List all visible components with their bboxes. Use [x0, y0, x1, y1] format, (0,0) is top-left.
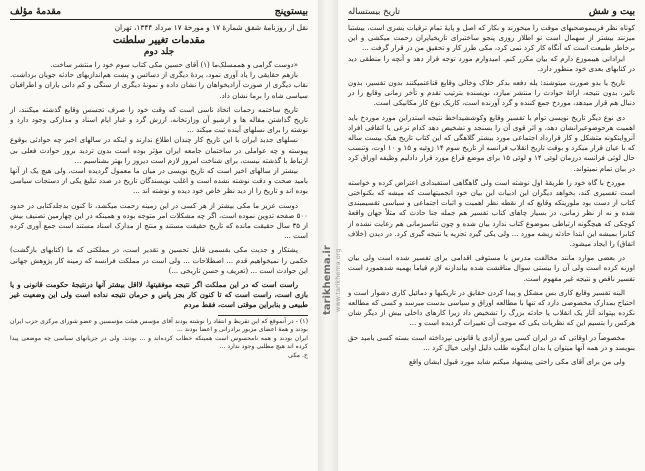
paragraph: راست است که در این مملکت اگر نتیجه موفقیتها، لااقل بیشتر آنها درنتیجهٔ حکومت قانونی و یا بازی است، راست است که تا کنون کار بجز پاس و حرمان نتیجه نداده است ولی این وضعیت غیر طبیعی و بنابراین موقتی است، فقط مردم	[10, 280, 308, 310]
right-page-header	[348, 6, 635, 20]
site-watermark-small: www.tarikhema.org	[334, 248, 342, 312]
footnotes	[10, 318, 308, 361]
running-head: مقدمهٔ مؤلف	[10, 6, 62, 17]
paragraph: «دوست گرامی و هممسلک‌ما (۱) آقای حسین مکی کتاب سوم خود را منتشر ساخت.	[50, 60, 298, 69]
paragraph: تاریخ ساختمه زحمات اتخاذ ناسی است که وقت خود را صرف تجسس وقایع گذشته میکنند، از تاریخ گذاشتن مقاله ها و ارشیو آن وزارتخانه، ارزش گرد و غبار ایام اسناد و مدارکی وجود دارد و نوشته را برای نسلهای آینده ثبت میکند ...	[10, 104, 308, 135]
paragraph: ولی من برای آقای مکی راحتی پیشنهاد میکنم شاید مورد قبول ایشان واقع	[408, 357, 625, 367]
paragraph: دوست عزیز ما مکی بیشتر از هر کسی در این زمینه زحمت میکشد، تا کنون بدجلدکتابی در حدود ۵۰۰ صفحه تدوین نموده است، اگر چه مشکلات امر متوجه بوده و همینکه در این چهارمین تصنیف بیش از ۳۵ سال حقیقت مانده که تاریخ حقیقت مستند و منتج از مدارک اسناد مستند است جمع آوری کرده است ...	[10, 200, 308, 241]
left-page	[0, 0, 318, 471]
running-head: تاریخ بیستساله	[348, 7, 401, 17]
paragraph: دی نوع دیگر تاریخ نویسی توأم با تفسیر وقایع وکوششیداخط نتیجه استدراین مورد موردخ باید اهمیت هرحوضوعیرانشان دهد، و اثر قوی آن را بسنجد و تشخیص دهد کدام نرعی یا اتفاقی افراد آنرواینکونه متشکل و کار قرارداد اجتماعی مورد بیشتر گلاهگی که این کتاب تاریخ هیک بیست ساله که با عیان قرار میکرد و بوقت تاریخ انقلاب فرانسه از تاریخ سوم ۱۴ ژوئیه و ۱۵ و ۱۰ اوت، وتنسب حال لوثی فرانسه درزمان لوئی ۱۴ و لوئی ۱۵ برای موضع قراع مورد قرار دادلیم وظیفه اوراق کرد در بیان تمام نمیتواند.	[348, 112, 635, 173]
source-citation: نقل از روزنامهٔ شفق شمارهٔ ۱۷ و مورخهٔ ۱۷ مرداد ۱۳۴۴، تهران	[114, 23, 308, 32]
paragraph: تاریخ یا بدو صورت میتوشند: یله دفعه بدکر خلاک وخالی وقایع قناعتمیکنند بدون تفسیر، بدون تاثیر، بدون نتیجه، ارائهٔ حوادث را منتشر میازد، نویسنده بترتیب تقدم و تأخر زمانی وقایع را در دنبال هم قرار میدهد، موردخ جمع کننده و گرد آورنده است، کاریک نوع کار مکانیکی است.	[348, 78, 635, 108]
left-body-text	[10, 60, 308, 311]
paragraph: در بعضی موارد مانند مخالفت مدرس با مستوفی اقدامی برای تفسیر شده است ولی بیان اوزنه کرده است ولی آن را بیستی سوال مناقشت شده بیاندازنه لازم قیاما بهمیه شدهمورد است تفسیر ناقص و نتیجه غیر مفهوم است.	[348, 253, 635, 283]
left-page-header	[10, 6, 308, 20]
paragraph: بازهم حقایقی را یاد آوری نمود، پردهٔ دیگری از دسائس و پشت هم‌اندازیهای حادثه جویان برداشت. نقاب دیگری از صورت آزادیخواهان را نشان داده و نمونهٔ دیگری از ستگی و کم دانی یاران و اطرافیان سیاسی شاه را برما نشان داد.	[10, 70, 308, 100]
site-watermark: tarikhema.ir	[322, 245, 333, 315]
right-page	[338, 0, 645, 471]
page-number: بیت و شش	[588, 6, 635, 17]
paragraph: پشتکار و جدیت مکی بقسمی قابل تحسین و تقدیر است، در مملکتی که ما (کتابهای بازگشت) حکمی را نمیخواهیم قدم ... اصطلاحات ... ولی است در مملکت فرانسه که زمینه کار پژوهش جهانی این حوادث است ... (تعریف و حسن تاریخی ...)	[10, 245, 308, 275]
right-body-text	[348, 23, 635, 367]
paragraph: البته تفسیر وقایع کاری بس مشکل و پیدا کردن حقایق در تاریکیها و دمائیل کاری دشوار است و احتیاج بمدارک مخصوصی دارد که تنها با مطالعه اوراق و سیاسی بدست میرسد و کسی که مطالعه نکرده بپتواند آثار یک انقلاب یا حادثه بزرگ را تشخیص داد زیرا کارهای داخلی بیش از دیگر شان هرکس را بتسیم این که نظریات یکی که موجب آن تغییرات گردیده است و ...	[348, 287, 635, 328]
paragraph: بیشتر از سالهای اخیر است که تاریخ نویسی در میان ما معمول گردیده است، ولی هیچ یک از آنها بامید صحت و دقت نوشته نشده است و اغلب نویسندگان تاریخ در صدد تبلیغ یکی از دستجات سیاسی بوده اند و تاریخ را از دید نظر خاص خود دیده و نوشته اند ...	[10, 166, 308, 196]
paragraph: نسلهای جدید ایران با این تاریخ کار چندان اطلاع ندارند و اینکه در سالهای اخیر چه حوادثی بوقوع پیوسته و چه عواملی در ساختمان جامعه ایران مؤثر بوده است بدون تردید بروز حوادث فعلی بی ارتباط با گذشته نیست، برای شناخت امروز لازم است دیروز را بهتر بشناسیم ...	[10, 135, 308, 165]
paragraph: موردخ با گاه خود را طریقهٔ اول نوشته است ولی گاهگاهی استفیدادی اعتراض کرده و خواسته است تفسیری کند، بخواهد دیگران این ادبیات این بیان خود انجمیتهاست که میشه که بکنواختی کتاب از دست بود ملورینکه وقایع که از نقطه نظر اهمیت و اثبات اجتماعی و سیاسی تقسیمبندی شده و نه از نظر زمانی، در بسیار چاهای کتاب تفسیر هم جمله جنا حادث که مثلاً جهان واقعهٔ کوچکی که هیچگونه ارتباطی بموضوع کتاب ندارد بیان شده و چون تناسبزمانی هم رعایت نشده از کتابرا بمیشه این ابتدا حادثه ریشه مورد ... ولی یکی گیرد تجزیه یا نتیجه گیری کرد. در دیدن (خلاف اتفاق) را ایجاد میشود.	[348, 177, 635, 249]
section-subtitle: جلد دوم	[143, 47, 175, 57]
paragraph: مخصوصاً در اوقاتی که در ایران کسی بیرو آزادی یا قانونی نپرداخته است بسته کسی بامید حق بنویسد و در همه آنها میتوان یا بدان اینگونه طلب دلیل اوایی خیال کرد ...	[348, 332, 635, 352]
footnote: ایران بودند و همه نامحسوس است همینکه خطاب کرده‌اند و ... بودند. ولی در جریانهای سیاسی چه موضعی پیدا کرده اند هیچ مطلبی وجود ندارد ...	[10, 334, 308, 351]
section-title: مقدمات تغییر سلطنت	[112, 35, 206, 46]
footnote-signature: ح. مکی	[288, 352, 308, 360]
page-number: بیستوپنج	[274, 6, 308, 17]
footnote: (۱) - در آنموقع که این تقریظ و انتقاد را نوشته بودند آقای مؤسس هیئت مؤسسین و عضو شورای مرکزی حزب ایران بودند و همهٔ اعضای مزبور برادرانی و اعضا بودند ...	[10, 317, 308, 334]
paragraph: ایرادانی هیبموزع دارم که بیان مکرر کنم. امیدوارم مورد توجه قرار دهد و آنچه را منطقی دید در کتابهای بعدی خود منظور دارد.	[348, 53, 635, 73]
footnote-divider	[218, 315, 308, 316]
paragraph: کوتاه نظر فریبموضحبهای موقت را میخورند و بکار که اصل و پایهٔ تمام ترقیات بشری است، بیشتبا میزنند بیشتر از سهمال است نو اطلاز روزی پنجو ساختبرای تاریخیایران زحمت میکشی و این برخاطر طبیعت است که آنگاه کار کرد نمی کرد، مکی طرز کار و تحقیق من در قرار گرفت ...	[348, 23, 635, 53]
